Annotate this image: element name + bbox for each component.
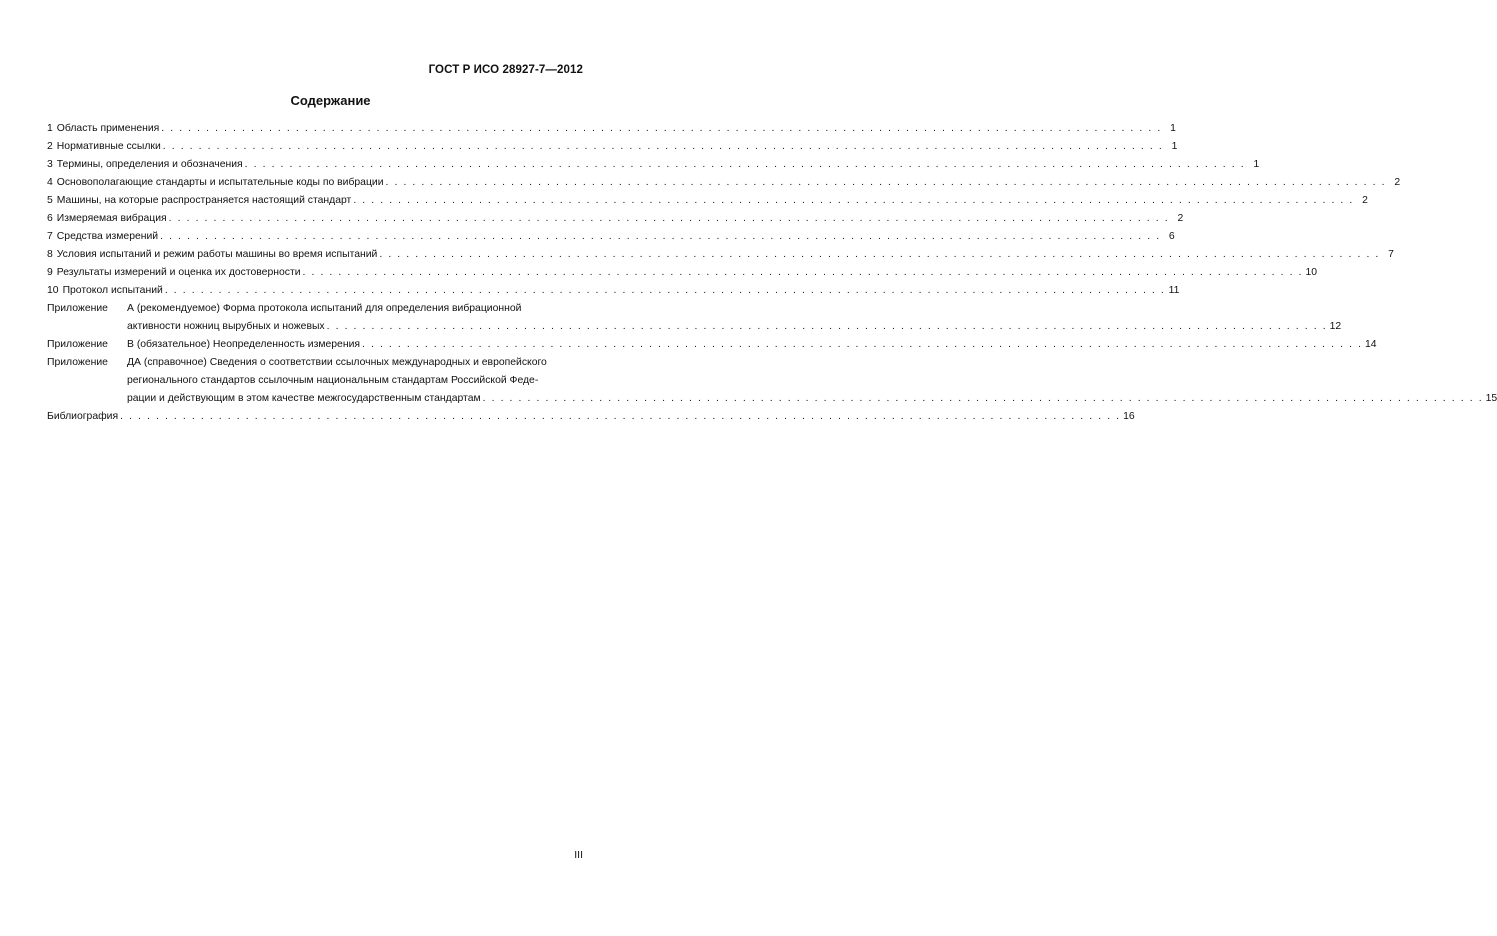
toc-entry-10[interactable]	[47, 282, 1180, 300]
toc-entry-title: Термины, определения и обозначения	[56, 159, 243, 170]
appendix-title-line: активности ножниц вырубных и ножевых	[127, 321, 325, 332]
toc-appendix-b[interactable]	[47, 336, 1377, 354]
toc-entry-number: 6	[47, 213, 53, 224]
toc-entry-3[interactable]	[47, 156, 1260, 174]
toc-entry-6[interactable]	[47, 210, 1184, 228]
page-number: III	[574, 849, 583, 861]
toc-entry-title: Измеряемая вибрация	[56, 213, 167, 224]
toc-leader	[165, 282, 1166, 300]
toc-entry-page: 2	[1394, 177, 1401, 188]
toc-entry-page: 1	[1253, 159, 1260, 170]
toc-entry-page: 16	[1123, 411, 1135, 422]
toc-title: Содержание	[290, 93, 371, 108]
toc-entry-number: 1	[47, 123, 53, 134]
toc-entry-page: 11	[1168, 285, 1180, 296]
toc-entry-7[interactable]	[47, 228, 1175, 246]
appendix-title-line: рации и действующим в этом качестве межгосударственным стандартам	[127, 393, 481, 404]
table-of-contents	[47, 120, 1497, 426]
toc-entry-number: 7	[47, 231, 53, 242]
toc-entry-8[interactable]	[47, 246, 1394, 264]
toc-entry-2[interactable]	[47, 138, 1178, 156]
toc-entry-page: 7	[1388, 249, 1394, 260]
toc-leader	[245, 156, 1246, 174]
toc-leader	[327, 318, 1328, 336]
appendix-title-line: В (обязательное) Неопределенность измерения	[127, 339, 360, 350]
toc-entry-title: Область применения	[56, 123, 160, 134]
toc-entry-page: 6	[1168, 231, 1175, 242]
toc-leader	[379, 246, 1380, 264]
toc-leader	[160, 228, 1161, 246]
toc-entry-title: Библиография	[47, 411, 119, 422]
toc-entry-5[interactable]	[47, 192, 1368, 210]
toc-entry-number: 4	[47, 177, 53, 188]
toc-entry-bibliography[interactable]	[47, 408, 1135, 426]
toc-entry-title: Средства измерений	[56, 231, 159, 242]
toc-entry-title: Машины, на которые распространяется настоящий стандарт	[56, 195, 352, 206]
toc-entry-title: Условия испытаний и режим работы машины во время испытаний	[56, 249, 378, 260]
toc-entry-number: 8	[47, 249, 53, 260]
toc-entry-page: 2	[1362, 195, 1368, 206]
standard-header: ГОСТ Р ИСО 28927-7—2012	[428, 64, 583, 76]
appendix-title-line: регионального стандартов ссылочным национальным стандартам Российской Феде-	[127, 375, 539, 386]
toc-entry-title: Основополагающие стандарты и испытательные коды по вибрации	[56, 177, 384, 188]
toc-entry-page: 2	[1177, 213, 1184, 224]
toc-leader	[362, 336, 1363, 354]
toc-entry-number: 10	[47, 285, 59, 296]
toc-leader	[303, 264, 1304, 282]
toc-leader	[169, 210, 1170, 228]
toc-leader	[161, 120, 1162, 138]
toc-entry-title: Протокол испытаний	[62, 285, 163, 296]
toc-entry-title: Нормативные ссылки	[56, 141, 161, 152]
appendix-label: Приложение	[47, 303, 108, 314]
toc-entry-number: 3	[47, 159, 53, 170]
toc-entry-page: 10	[1305, 267, 1318, 278]
toc-entry-title: Результаты измерений и оценка их достоверности	[56, 267, 301, 278]
toc-entry-page: 1	[1170, 123, 1176, 134]
toc-entry-page: 14	[1365, 339, 1377, 350]
toc-leader	[120, 408, 1121, 426]
toc-entry-4[interactable]	[47, 174, 1401, 192]
toc-leader	[386, 174, 1387, 192]
toc-leader	[163, 138, 1164, 156]
appendix-label: Приложение	[47, 339, 108, 350]
appendix-title-line: ДА (справочное) Сведения о соответствии ссылочных международных и европейского	[127, 357, 547, 368]
toc-entry-page: 12	[1329, 321, 1342, 332]
toc-entry-number: 5	[47, 195, 53, 206]
appendix-label: Приложение	[47, 357, 108, 368]
toc-entry-9[interactable]	[47, 264, 1318, 282]
toc-appendix-da[interactable]	[47, 354, 1497, 408]
toc-entry-number: 2	[47, 141, 53, 152]
toc-entry-1[interactable]	[47, 120, 1176, 138]
toc-leader	[483, 390, 1484, 408]
toc-appendix-a[interactable]	[47, 300, 1342, 336]
toc-entry-number: 9	[47, 267, 53, 278]
toc-leader	[353, 192, 1354, 210]
appendix-title-line: А (рекомендуемое) Форма протокола испытаний для определения вибрационной	[127, 303, 522, 314]
toc-entry-page: 15	[1485, 393, 1497, 404]
toc-entry-page: 1	[1171, 141, 1178, 152]
